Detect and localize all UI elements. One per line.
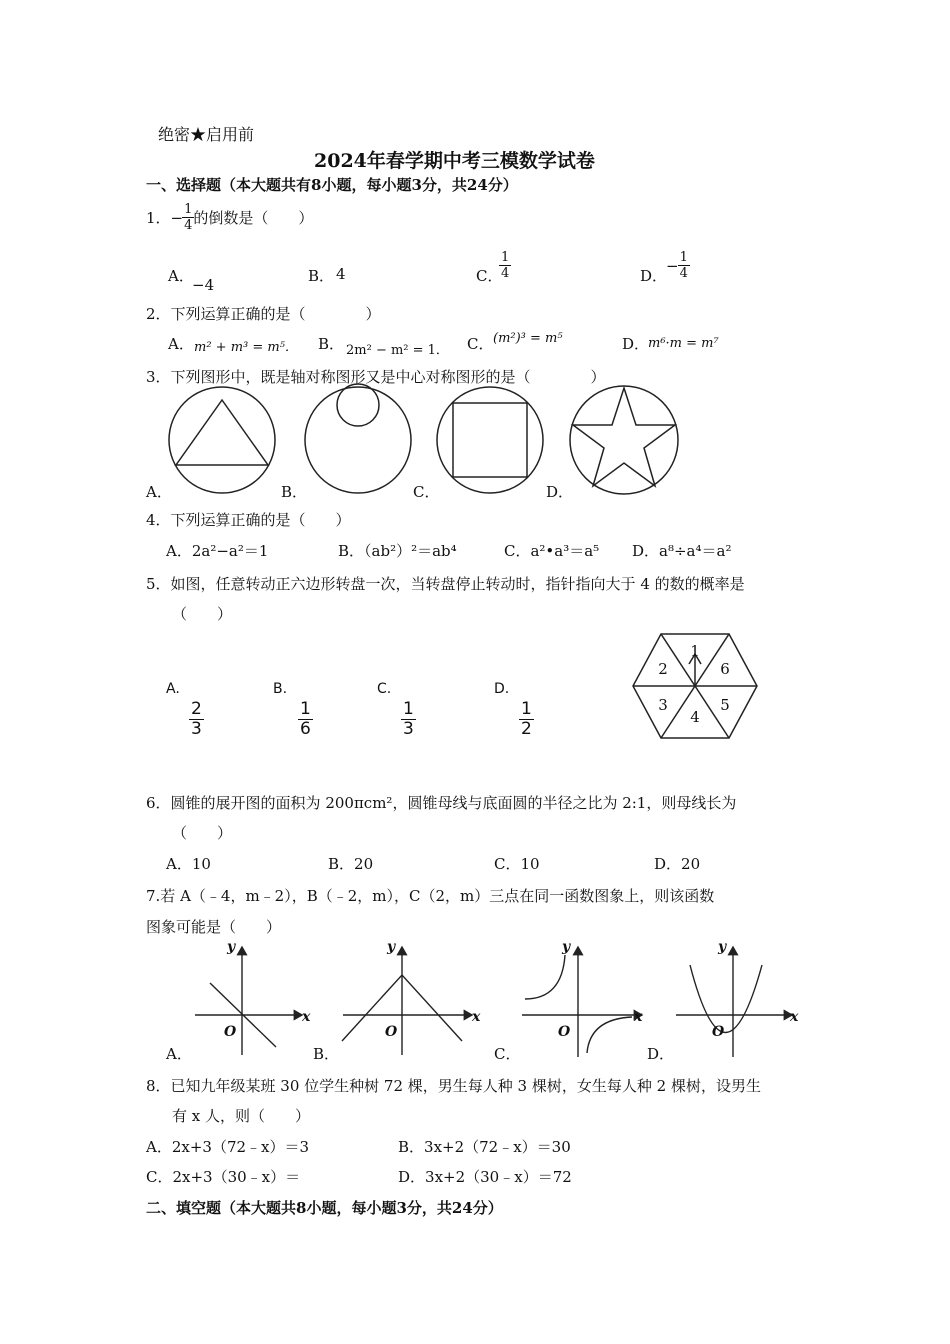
fraction-denominator: 6	[300, 719, 311, 739]
fraction-numerator: 1	[521, 699, 532, 719]
fraction-denominator: 4	[501, 266, 510, 281]
q4-option-a: A．2a²−a²＝1	[166, 542, 269, 560]
hexagon-number-3: 3	[658, 696, 668, 714]
q1-option-c-label: C．	[476, 267, 503, 285]
fraction-denominator: 2	[521, 719, 532, 739]
origin-label: O	[224, 1024, 237, 1040]
fraction-numerator: 1	[300, 699, 311, 719]
q5-option-b-fraction	[299, 700, 312, 739]
inscribed-triangle	[176, 400, 268, 465]
origin-label: O	[558, 1024, 571, 1040]
q2-option-d-label: D．	[622, 335, 650, 353]
q3-label-c: C．	[413, 483, 440, 501]
q5-option-c-label: C.	[377, 681, 392, 697]
q3-label-d: D．	[546, 483, 574, 501]
graph-d	[676, 947, 792, 1057]
y-axis-label: y	[718, 939, 727, 955]
q4-option-b: B．（ab²）²＝ab⁴	[338, 542, 457, 560]
q2-option-d-value: m⁶·m = m⁷	[648, 336, 719, 351]
q7-label-a: A．	[166, 1045, 192, 1063]
q1-option-b-value: 4	[336, 265, 346, 283]
hyperbola-branch	[587, 1017, 632, 1053]
q6-option-b: B．20	[328, 855, 374, 873]
q8-option-b: B．3x+2（72﹣x）＝30	[398, 1138, 571, 1156]
q5-option-d-fraction	[520, 700, 533, 739]
q5-option-c-fraction	[402, 700, 415, 739]
q1-option-a-label: A．	[168, 267, 194, 285]
fraction-numerator: 1	[679, 250, 688, 265]
q5-option-b-label: B.	[273, 681, 288, 697]
page-title: 2024年春学期中考三模数学试卷	[314, 150, 595, 172]
q7-label-d: D．	[647, 1045, 675, 1063]
hexagon-number-1: 1	[690, 642, 700, 660]
question-5-paren: （ ）	[172, 605, 233, 623]
q5-option-a-fraction	[190, 700, 203, 739]
fraction-denominator: 3	[191, 719, 202, 739]
x-axis-label: x	[634, 1009, 643, 1025]
section-heading-fill-in: 二、填空题（本大题共8小题，每小题3分，共24分）	[146, 1199, 503, 1217]
graph-a	[195, 947, 302, 1055]
question-7-stem: 7.若 A（﹣4，m﹣2），B（﹣2，m），C（2，m）三点在同一函数图象上，则该函数	[146, 887, 715, 905]
question-1-fraction	[183, 202, 193, 233]
q1-option-c-fraction	[500, 250, 510, 281]
hexagon-spinner	[625, 628, 765, 743]
circle-with-star-figure	[570, 386, 678, 494]
q3-label-a: A．	[146, 483, 172, 501]
fraction-numerator: 1	[403, 699, 414, 719]
question-6-paren: （ ）	[172, 824, 233, 842]
hyperbola-branch	[525, 955, 565, 999]
small-circle	[337, 384, 379, 426]
question-1-stem	[146, 202, 313, 233]
parabola-graph	[690, 965, 762, 1033]
y-axis-label: y	[387, 939, 396, 955]
y-axis-label: y	[562, 939, 571, 955]
inscribed-star	[573, 388, 675, 486]
question-8-stem-2: 有 x 人，则（ ）	[172, 1107, 310, 1125]
section-heading-choice: 一、选择题（本大题共有8小题，每小题3分，共24分）	[146, 176, 518, 194]
graph-b	[342, 947, 472, 1055]
q7-label-b: B．	[313, 1045, 340, 1063]
fraction-sign: −	[666, 256, 679, 275]
q8-option-d: D．3x+2（30﹣x）＝72	[398, 1168, 572, 1186]
q1-option-d-fraction	[666, 250, 689, 281]
question-7-stem-2: 图象可能是（ ）	[146, 918, 282, 936]
hexagon-number-2: 2	[658, 660, 668, 678]
y-axis-label: y	[227, 939, 236, 955]
x-axis-label: x	[472, 1009, 481, 1025]
circle-with-small-circle-figure	[305, 387, 411, 493]
circle-with-triangle-figure	[169, 387, 275, 493]
graph-c	[522, 947, 642, 1057]
q2-option-a-value: m² + m³ = m⁵．	[194, 340, 298, 355]
question-1-number: 1．	[146, 209, 171, 227]
q7-graphs	[180, 935, 820, 1060]
q4-option-d: D．a⁸÷a⁴＝a²	[632, 542, 732, 560]
q4-option-c: C．a²•a³＝a⁵	[504, 542, 600, 560]
q1-option-a-value: −4	[192, 276, 215, 294]
question-6-stem: 6．圆锥的展开图的面积为 200πcm²，圆锥母线与底面圆的半径之比为 2:1，则母线长为	[146, 794, 737, 812]
secret-label: 绝密★启用前	[158, 125, 255, 144]
q7-label-c: C．	[494, 1045, 521, 1063]
q2-option-a-label: A．	[168, 335, 194, 353]
inscribed-square	[453, 403, 527, 477]
hexagon-number-5: 5	[720, 696, 730, 714]
question-3-stem: 3．下列图形中，既是轴对称图形又是中心对称图形的是（ ）	[146, 368, 606, 386]
q6-option-c: C．10	[494, 855, 540, 873]
q3-label-b: B．	[281, 483, 308, 501]
q8-option-a: A．2x+3（72﹣x）＝3	[146, 1138, 310, 1156]
q2-option-c-label: C．	[467, 335, 494, 353]
question-8-stem: 8．已知九年级某班 30 位学生种树 72 棵，男生每人种 3 棵树，女生每人种 2 棵树，设男生	[146, 1077, 761, 1095]
q6-option-d: D．20	[654, 855, 701, 873]
q1-option-b-label: B．	[308, 267, 335, 285]
fraction-numerator: 1	[184, 202, 193, 217]
x-axis-label: x	[790, 1009, 799, 1025]
question-1-sign: −	[170, 208, 184, 227]
x-axis-label: x	[302, 1009, 311, 1025]
q6-option-a: A．10	[166, 855, 211, 873]
fraction-denominator: 3	[403, 719, 414, 739]
q5-option-d-label: D.	[494, 681, 510, 697]
fraction-numerator: 1	[501, 250, 510, 265]
question-5-stem: 5．如图，任意转动正六边形转盘一次，当转盘停止转动时，指针指向大于 4 的数的概率是	[146, 575, 745, 593]
fraction-numerator: 2	[191, 699, 202, 719]
q5-option-a-label: A.	[166, 681, 180, 697]
fraction-denominator: 4	[679, 266, 688, 281]
hexagon-number-4: 4	[690, 708, 700, 726]
q2-option-b-value: 2m² − m² = 1．	[346, 343, 449, 358]
question-1-text: 的倒数是（ ）	[193, 209, 314, 227]
q8-option-c: C．2x+3（30﹣x）＝	[146, 1168, 301, 1186]
q1-option-d-label: D．	[640, 267, 668, 285]
origin-label: O	[385, 1024, 398, 1040]
origin-label: O	[712, 1024, 725, 1040]
fraction-denominator: 4	[184, 218, 193, 233]
question-4-stem: 4．下列运算正确的是（ ）	[146, 511, 351, 529]
q2-option-b-label: B．	[318, 335, 345, 353]
q2-option-c-value: (m²)³ = m⁵	[493, 331, 563, 346]
question-2-stem: 2．下列运算正确的是（ ）	[146, 305, 381, 323]
hexagon-number-6: 6	[720, 660, 730, 678]
